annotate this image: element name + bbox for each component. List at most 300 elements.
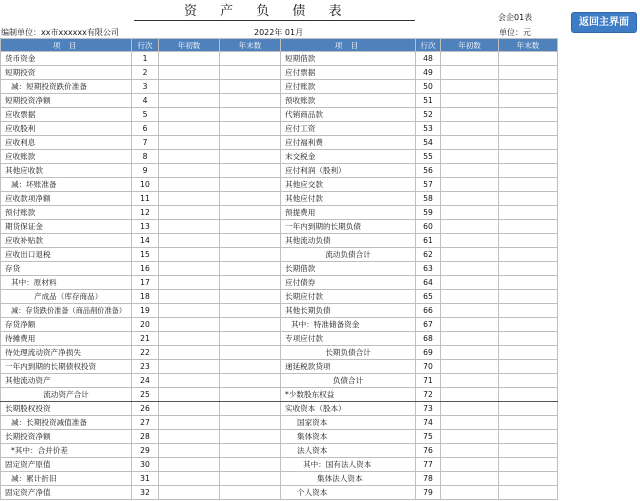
liability-begin-balance-cell[interactable] xyxy=(441,150,499,164)
asset-item-cell: 存货净额 xyxy=(1,318,132,332)
asset-end-balance-cell[interactable] xyxy=(220,472,281,486)
asset-begin-balance-cell[interactable] xyxy=(159,136,220,150)
liability-begin-balance-cell[interactable] xyxy=(441,80,499,94)
liability-end-balance-cell[interactable] xyxy=(499,472,558,486)
asset-begin-balance-cell[interactable] xyxy=(159,262,220,276)
liability-item-cell: 其他应交款 xyxy=(281,178,416,192)
asset-line-no-cell: 25 xyxy=(132,388,159,402)
table-row xyxy=(1,346,558,360)
liability-begin-balance-cell[interactable] xyxy=(441,94,499,108)
asset-end-balance-cell[interactable] xyxy=(220,234,281,248)
table-row xyxy=(1,388,558,402)
liability-end-balance-cell[interactable] xyxy=(499,206,558,220)
liability-begin-balance-cell[interactable] xyxy=(441,486,499,500)
table-body xyxy=(1,52,558,500)
liability-begin-balance-cell[interactable] xyxy=(441,52,499,66)
asset-begin-balance-cell[interactable] xyxy=(159,360,220,374)
liability-item-cell: 预提费用 xyxy=(281,206,416,220)
table-row xyxy=(1,136,558,150)
asset-item-cell: 应收票据 xyxy=(1,108,132,122)
liability-end-balance-cell[interactable] xyxy=(499,458,558,472)
liability-end-balance-cell[interactable] xyxy=(499,52,558,66)
asset-begin-balance-cell[interactable] xyxy=(159,122,220,136)
liability-line-no-cell: 75 xyxy=(416,430,441,444)
asset-item-cell: 长期投资净额 xyxy=(1,430,132,444)
liability-line-no-cell: 52 xyxy=(416,108,441,122)
asset-begin-balance-cell[interactable] xyxy=(159,444,220,458)
liability-end-balance-cell[interactable] xyxy=(499,234,558,248)
asset-item-cell: 应收出口退税 xyxy=(1,248,132,262)
liability-begin-balance-cell[interactable] xyxy=(441,136,499,150)
liability-line-no-cell: 67 xyxy=(416,318,441,332)
liability-end-balance-cell[interactable] xyxy=(499,430,558,444)
asset-begin-balance-cell[interactable] xyxy=(159,332,220,346)
liability-line-no-cell: 53 xyxy=(416,122,441,136)
asset-begin-balance-cell[interactable] xyxy=(159,374,220,388)
asset-item-cell: 应收利息 xyxy=(1,136,132,150)
liability-line-no-cell: 63 xyxy=(416,262,441,276)
asset-line-no-cell: 15 xyxy=(132,248,159,262)
liability-end-balance-cell[interactable] xyxy=(499,416,558,430)
liability-begin-balance-cell[interactable] xyxy=(441,346,499,360)
asset-begin-balance-cell[interactable] xyxy=(159,318,220,332)
asset-line-no-cell: 24 xyxy=(132,374,159,388)
liability-end-balance-cell[interactable] xyxy=(499,360,558,374)
liability-line-no-cell: 50 xyxy=(416,80,441,94)
liability-end-balance-cell[interactable] xyxy=(499,388,558,402)
liability-begin-balance-cell[interactable] xyxy=(441,262,499,276)
asset-item-cell: 货币资金 xyxy=(1,52,132,66)
asset-line-no-cell: 4 xyxy=(132,94,159,108)
liability-item-cell: 集体资本 xyxy=(281,430,416,444)
asset-end-balance-cell[interactable] xyxy=(220,276,281,290)
asset-item-cell: 应收股利 xyxy=(1,122,132,136)
table-row xyxy=(1,234,558,248)
liability-begin-balance-cell[interactable] xyxy=(441,416,499,430)
liability-end-balance-cell[interactable] xyxy=(499,220,558,234)
asset-begin-balance-cell[interactable] xyxy=(159,94,220,108)
liability-begin-balance-cell[interactable] xyxy=(441,66,499,80)
liability-line-no-cell: 61 xyxy=(416,234,441,248)
liability-end-balance-cell[interactable] xyxy=(499,66,558,80)
liability-begin-balance-header: 年初数 xyxy=(441,39,499,52)
asset-end-balance-cell[interactable] xyxy=(220,94,281,108)
asset-item-cell: 减：短期投资跌价准备 xyxy=(1,80,132,94)
balance-sheet-table xyxy=(0,38,558,500)
table-row xyxy=(1,108,558,122)
liability-line-no-cell: 78 xyxy=(416,472,441,486)
liability-line-no-cell: 69 xyxy=(416,346,441,360)
liability-begin-balance-cell[interactable] xyxy=(441,472,499,486)
asset-begin-balance-cell[interactable] xyxy=(159,206,220,220)
table-row xyxy=(1,248,558,262)
asset-item-cell: 长期股权投资 xyxy=(1,402,132,416)
liability-line-no-cell: 51 xyxy=(416,94,441,108)
table-row xyxy=(1,444,558,458)
asset-item-cell: 减：累计折旧 xyxy=(1,472,132,486)
liability-end-balance-cell[interactable] xyxy=(499,94,558,108)
liability-end-balance-cell[interactable] xyxy=(499,346,558,360)
asset-begin-balance-cell[interactable] xyxy=(159,458,220,472)
table-row xyxy=(1,66,558,80)
asset-line-no-cell: 29 xyxy=(132,444,159,458)
liability-line-no-cell: 60 xyxy=(416,220,441,234)
liability-begin-balance-cell[interactable] xyxy=(441,374,499,388)
asset-item-cell: 其中：原材料 xyxy=(1,276,132,290)
asset-end-balance-cell[interactable] xyxy=(220,416,281,430)
asset-end-balance-cell[interactable] xyxy=(220,248,281,262)
liability-item-cell: 流动负债合计 xyxy=(281,248,416,262)
liability-item-cell: 应付债券 xyxy=(281,276,416,290)
liability-line-no-cell: 55 xyxy=(416,150,441,164)
liability-end-balance-cell[interactable] xyxy=(499,150,558,164)
asset-line-no-cell: 31 xyxy=(132,472,159,486)
asset-item-cell: 减：存货跌价准备（商品削价准备） xyxy=(1,304,132,318)
asset-begin-balance-cell[interactable] xyxy=(159,346,220,360)
liability-line-no-cell: 72 xyxy=(416,388,441,402)
liability-line-no-cell: 57 xyxy=(416,178,441,192)
asset-begin-balance-cell[interactable] xyxy=(159,416,220,430)
liability-begin-balance-cell[interactable] xyxy=(441,430,499,444)
table-row xyxy=(1,192,558,206)
liability-item-cell: 国家资本 xyxy=(281,416,416,430)
asset-end-balance-cell[interactable] xyxy=(220,122,281,136)
liability-end-balance-cell[interactable] xyxy=(499,248,558,262)
liability-end-balance-cell[interactable] xyxy=(499,304,558,318)
liability-item-cell: 法人资本 xyxy=(281,444,416,458)
table-row xyxy=(1,402,558,416)
asset-begin-balance-cell[interactable] xyxy=(159,402,220,416)
liability-item-cell: 长期应付款 xyxy=(281,290,416,304)
table-row xyxy=(1,52,558,66)
liability-item-cell: 其中：国有法人资本 xyxy=(281,458,416,472)
liability-end-balance-cell[interactable] xyxy=(499,402,558,416)
asset-begin-balance-cell[interactable] xyxy=(159,234,220,248)
liability-begin-balance-cell[interactable] xyxy=(441,192,499,206)
table-row xyxy=(1,304,558,318)
asset-line-no-cell: 26 xyxy=(132,402,159,416)
asset-line-no-cell: 22 xyxy=(132,346,159,360)
asset-line-no-cell: 21 xyxy=(132,332,159,346)
asset-begin-balance-cell[interactable] xyxy=(159,430,220,444)
currency-unit-label: 单位：元 xyxy=(499,28,531,37)
asset-item-cell: 待处理流动资产净损失 xyxy=(1,346,132,360)
liability-end-balance-cell[interactable] xyxy=(499,122,558,136)
table-row xyxy=(1,332,558,346)
liability-end-balance-cell[interactable] xyxy=(499,164,558,178)
asset-begin-balance-cell[interactable] xyxy=(159,290,220,304)
asset-item-cell: 其他流动资产 xyxy=(1,374,132,388)
liability-begin-balance-cell[interactable] xyxy=(441,318,499,332)
table-row xyxy=(1,416,558,430)
asset-end-balance-cell[interactable] xyxy=(220,206,281,220)
liability-line-no-cell: 73 xyxy=(416,402,441,416)
asset-begin-balance-cell[interactable] xyxy=(159,80,220,94)
asset-line-no-cell: 27 xyxy=(132,416,159,430)
asset-line-no-cell: 5 xyxy=(132,108,159,122)
asset-end-balance-cell[interactable] xyxy=(220,178,281,192)
liability-item-cell: 应付利润（股利） xyxy=(281,164,416,178)
asset-end-balance-cell[interactable] xyxy=(220,52,281,66)
asset-line-no-cell: 23 xyxy=(132,360,159,374)
liability-begin-balance-cell[interactable] xyxy=(441,402,499,416)
asset-item-cell: 流动资产合计 xyxy=(1,388,132,402)
liability-begin-balance-cell[interactable] xyxy=(441,206,499,220)
asset-end-balance-cell[interactable] xyxy=(220,150,281,164)
liability-line-no-cell: 79 xyxy=(416,486,441,500)
return-main-button[interactable]: 返回主界面 xyxy=(571,12,637,33)
asset-begin-balance-cell[interactable] xyxy=(159,66,220,80)
asset-item-cell: 应收账款 xyxy=(1,150,132,164)
asset-item-cell: 预付账款 xyxy=(1,206,132,220)
liability-line-no-header: 行次 xyxy=(416,39,441,52)
liability-begin-balance-cell[interactable] xyxy=(441,458,499,472)
liability-item-cell: 其中：特准储备资金 xyxy=(281,318,416,332)
table-row xyxy=(1,472,558,486)
table-row xyxy=(1,122,558,136)
asset-item-header: 项 目 xyxy=(1,39,132,52)
asset-end-balance-cell[interactable] xyxy=(220,430,281,444)
liability-line-no-cell: 71 xyxy=(416,374,441,388)
asset-item-cell: 一年内到期的长期债权投资 xyxy=(1,360,132,374)
asset-item-cell: 短期投资 xyxy=(1,66,132,80)
asset-begin-balance-cell[interactable] xyxy=(159,108,220,122)
asset-end-balance-cell[interactable] xyxy=(220,374,281,388)
header-row xyxy=(1,39,558,52)
asset-item-cell: *其中：合并价差 xyxy=(1,444,132,458)
asset-line-no-cell: 8 xyxy=(132,150,159,164)
table-row xyxy=(1,262,558,276)
table-row xyxy=(1,360,558,374)
asset-end-balance-cell[interactable] xyxy=(220,332,281,346)
asset-end-balance-cell[interactable] xyxy=(220,360,281,374)
table-row xyxy=(1,318,558,332)
liability-begin-balance-cell[interactable] xyxy=(441,108,499,122)
asset-line-no-header: 行次 xyxy=(132,39,159,52)
table-row xyxy=(1,220,558,234)
liability-line-no-cell: 68 xyxy=(416,332,441,346)
liability-line-no-cell: 56 xyxy=(416,164,441,178)
asset-begin-balance-cell[interactable] xyxy=(159,248,220,262)
asset-item-cell: 减：坏账准备 xyxy=(1,178,132,192)
liability-item-cell: 长期负债合计 xyxy=(281,346,416,360)
asset-item-cell: 期货保证金 xyxy=(1,220,132,234)
asset-item-cell: 产成品（库存商品） xyxy=(1,290,132,304)
asset-item-cell: 固定资产净值 xyxy=(1,486,132,500)
liability-begin-balance-cell[interactable] xyxy=(441,122,499,136)
asset-begin-balance-cell[interactable] xyxy=(159,276,220,290)
asset-item-cell: 其他应收款 xyxy=(1,164,132,178)
asset-end-balance-header: 年末数 xyxy=(220,39,281,52)
asset-line-no-cell: 12 xyxy=(132,206,159,220)
asset-line-no-cell: 11 xyxy=(132,192,159,206)
asset-line-no-cell: 19 xyxy=(132,304,159,318)
asset-begin-balance-cell[interactable] xyxy=(159,178,220,192)
asset-end-balance-cell[interactable] xyxy=(220,458,281,472)
liability-begin-balance-cell[interactable] xyxy=(441,290,499,304)
asset-line-no-cell: 16 xyxy=(132,262,159,276)
asset-begin-balance-cell[interactable] xyxy=(159,192,220,206)
liability-line-no-cell: 74 xyxy=(416,416,441,430)
asset-end-balance-cell[interactable] xyxy=(220,80,281,94)
asset-line-no-cell: 7 xyxy=(132,136,159,150)
liability-item-cell: 代销商品款 xyxy=(281,108,416,122)
liability-begin-balance-cell[interactable] xyxy=(441,248,499,262)
asset-begin-balance-cell[interactable] xyxy=(159,486,220,500)
asset-end-balance-cell[interactable] xyxy=(220,402,281,416)
table-row xyxy=(1,374,558,388)
asset-line-no-cell: 2 xyxy=(132,66,159,80)
asset-item-cell: 固定资产原值 xyxy=(1,458,132,472)
liability-begin-balance-cell[interactable] xyxy=(441,360,499,374)
liability-begin-balance-cell[interactable] xyxy=(441,444,499,458)
liability-begin-balance-cell[interactable] xyxy=(441,178,499,192)
liability-begin-balance-cell[interactable] xyxy=(441,220,499,234)
liability-end-balance-cell[interactable] xyxy=(499,276,558,290)
liability-end-balance-cell[interactable] xyxy=(499,444,558,458)
liability-line-no-cell: 62 xyxy=(416,248,441,262)
asset-item-cell: 减：长期投资减值准备 xyxy=(1,416,132,430)
liability-item-cell: 专项应付款 xyxy=(281,332,416,346)
asset-end-balance-cell[interactable] xyxy=(220,346,281,360)
liability-item-cell: *少数股东权益 xyxy=(281,388,416,402)
asset-line-no-cell: 28 xyxy=(132,430,159,444)
table-row xyxy=(1,178,558,192)
period-label: 2022年 01月 xyxy=(254,28,304,37)
title-underline xyxy=(134,20,415,21)
table-row xyxy=(1,94,558,108)
liability-item-cell: 长期借款 xyxy=(281,262,416,276)
asset-line-no-cell: 17 xyxy=(132,276,159,290)
liability-end-balance-cell[interactable] xyxy=(499,332,558,346)
asset-line-no-cell: 13 xyxy=(132,220,159,234)
asset-begin-balance-cell[interactable] xyxy=(159,52,220,66)
liability-end-balance-cell[interactable] xyxy=(499,290,558,304)
liability-line-no-cell: 48 xyxy=(416,52,441,66)
form-code-label: 会企01表 xyxy=(498,13,533,22)
asset-begin-balance-cell[interactable] xyxy=(159,164,220,178)
asset-line-no-cell: 1 xyxy=(132,52,159,66)
asset-end-balance-cell[interactable] xyxy=(220,304,281,318)
liability-item-cell: 应付福利费 xyxy=(281,136,416,150)
liability-item-cell: 一年内到期的长期负债 xyxy=(281,220,416,234)
asset-end-balance-cell[interactable] xyxy=(220,388,281,402)
liability-begin-balance-cell[interactable] xyxy=(441,388,499,402)
liability-item-cell: 递延税款贷项 xyxy=(281,360,416,374)
asset-item-cell: 应收补贴款 xyxy=(1,234,132,248)
liability-item-cell: 其他应付款 xyxy=(281,192,416,206)
liability-item-cell: 其他长期负债 xyxy=(281,304,416,318)
liability-end-balance-header: 年末数 xyxy=(499,39,558,52)
liability-item-cell: 应付工资 xyxy=(281,122,416,136)
liability-line-no-cell: 70 xyxy=(416,360,441,374)
liability-line-no-cell: 64 xyxy=(416,276,441,290)
asset-end-balance-cell[interactable] xyxy=(220,66,281,80)
asset-line-no-cell: 30 xyxy=(132,458,159,472)
liability-end-balance-cell[interactable] xyxy=(499,108,558,122)
table-row xyxy=(1,486,558,500)
asset-end-balance-cell[interactable] xyxy=(220,262,281,276)
liability-begin-balance-cell[interactable] xyxy=(441,304,499,318)
liability-line-no-cell: 76 xyxy=(416,444,441,458)
table-row xyxy=(1,290,558,304)
liability-item-header: 项 目 xyxy=(281,39,416,52)
asset-begin-balance-cell[interactable] xyxy=(159,304,220,318)
asset-end-balance-cell[interactable] xyxy=(220,192,281,206)
asset-item-cell: 短期投资净额 xyxy=(1,94,132,108)
liability-item-cell: 实收资本（股本） xyxy=(281,402,416,416)
table-row xyxy=(1,458,558,472)
table-row xyxy=(1,80,558,94)
liability-item-cell: 集体法人资本 xyxy=(281,472,416,486)
liability-begin-balance-cell[interactable] xyxy=(441,332,499,346)
asset-end-balance-cell[interactable] xyxy=(220,108,281,122)
liability-end-balance-cell[interactable] xyxy=(499,136,558,150)
asset-line-no-cell: 18 xyxy=(132,290,159,304)
asset-end-balance-cell[interactable] xyxy=(220,220,281,234)
liability-item-cell: 预收账款 xyxy=(281,94,416,108)
asset-begin-balance-cell[interactable] xyxy=(159,220,220,234)
asset-end-balance-cell[interactable] xyxy=(220,486,281,500)
liability-item-cell: 负债合计 xyxy=(281,374,416,388)
company-label: 编制单位：xx市xxxxxx有限公司 xyxy=(1,28,119,37)
asset-line-no-cell: 14 xyxy=(132,234,159,248)
liability-end-balance-cell[interactable] xyxy=(499,192,558,206)
table-row xyxy=(1,164,558,178)
liability-item-cell: 应付票据 xyxy=(281,66,416,80)
asset-begin-balance-cell[interactable] xyxy=(159,472,220,486)
liability-end-balance-cell[interactable] xyxy=(499,486,558,500)
asset-line-no-cell: 3 xyxy=(132,80,159,94)
asset-begin-balance-header: 年初数 xyxy=(159,39,220,52)
asset-end-balance-cell[interactable] xyxy=(220,444,281,458)
liability-begin-balance-cell[interactable] xyxy=(441,234,499,248)
liability-item-cell: 短期借款 xyxy=(281,52,416,66)
liability-item-cell: 个人资本 xyxy=(281,486,416,500)
liability-line-no-cell: 58 xyxy=(416,192,441,206)
liability-end-balance-cell[interactable] xyxy=(499,178,558,192)
liability-end-balance-cell[interactable] xyxy=(499,374,558,388)
asset-end-balance-cell[interactable] xyxy=(220,290,281,304)
liability-line-no-cell: 59 xyxy=(416,206,441,220)
liability-line-no-cell: 77 xyxy=(416,458,441,472)
table-row xyxy=(1,276,558,290)
asset-begin-balance-cell[interactable] xyxy=(159,388,220,402)
asset-end-balance-cell[interactable] xyxy=(220,318,281,332)
liability-end-balance-cell[interactable] xyxy=(499,262,558,276)
asset-end-balance-cell[interactable] xyxy=(220,164,281,178)
page-title: 资 产 负 债 表 xyxy=(184,4,352,19)
asset-line-no-cell: 20 xyxy=(132,318,159,332)
liability-item-cell: 应付账款 xyxy=(281,80,416,94)
liability-item-cell: 未交税金 xyxy=(281,150,416,164)
liability-line-no-cell: 54 xyxy=(416,136,441,150)
liability-end-balance-cell[interactable] xyxy=(499,80,558,94)
liability-line-no-cell: 49 xyxy=(416,66,441,80)
liability-end-balance-cell[interactable] xyxy=(499,318,558,332)
asset-begin-balance-cell[interactable] xyxy=(159,150,220,164)
liability-begin-balance-cell[interactable] xyxy=(441,276,499,290)
asset-line-no-cell: 32 xyxy=(132,486,159,500)
table-row xyxy=(1,150,558,164)
asset-end-balance-cell[interactable] xyxy=(220,136,281,150)
asset-line-no-cell: 10 xyxy=(132,178,159,192)
liability-begin-balance-cell[interactable] xyxy=(441,164,499,178)
asset-line-no-cell: 9 xyxy=(132,164,159,178)
liability-item-cell: 其他流动负债 xyxy=(281,234,416,248)
asset-item-cell: 应收款项净额 xyxy=(1,192,132,206)
asset-item-cell: 存货 xyxy=(1,262,132,276)
